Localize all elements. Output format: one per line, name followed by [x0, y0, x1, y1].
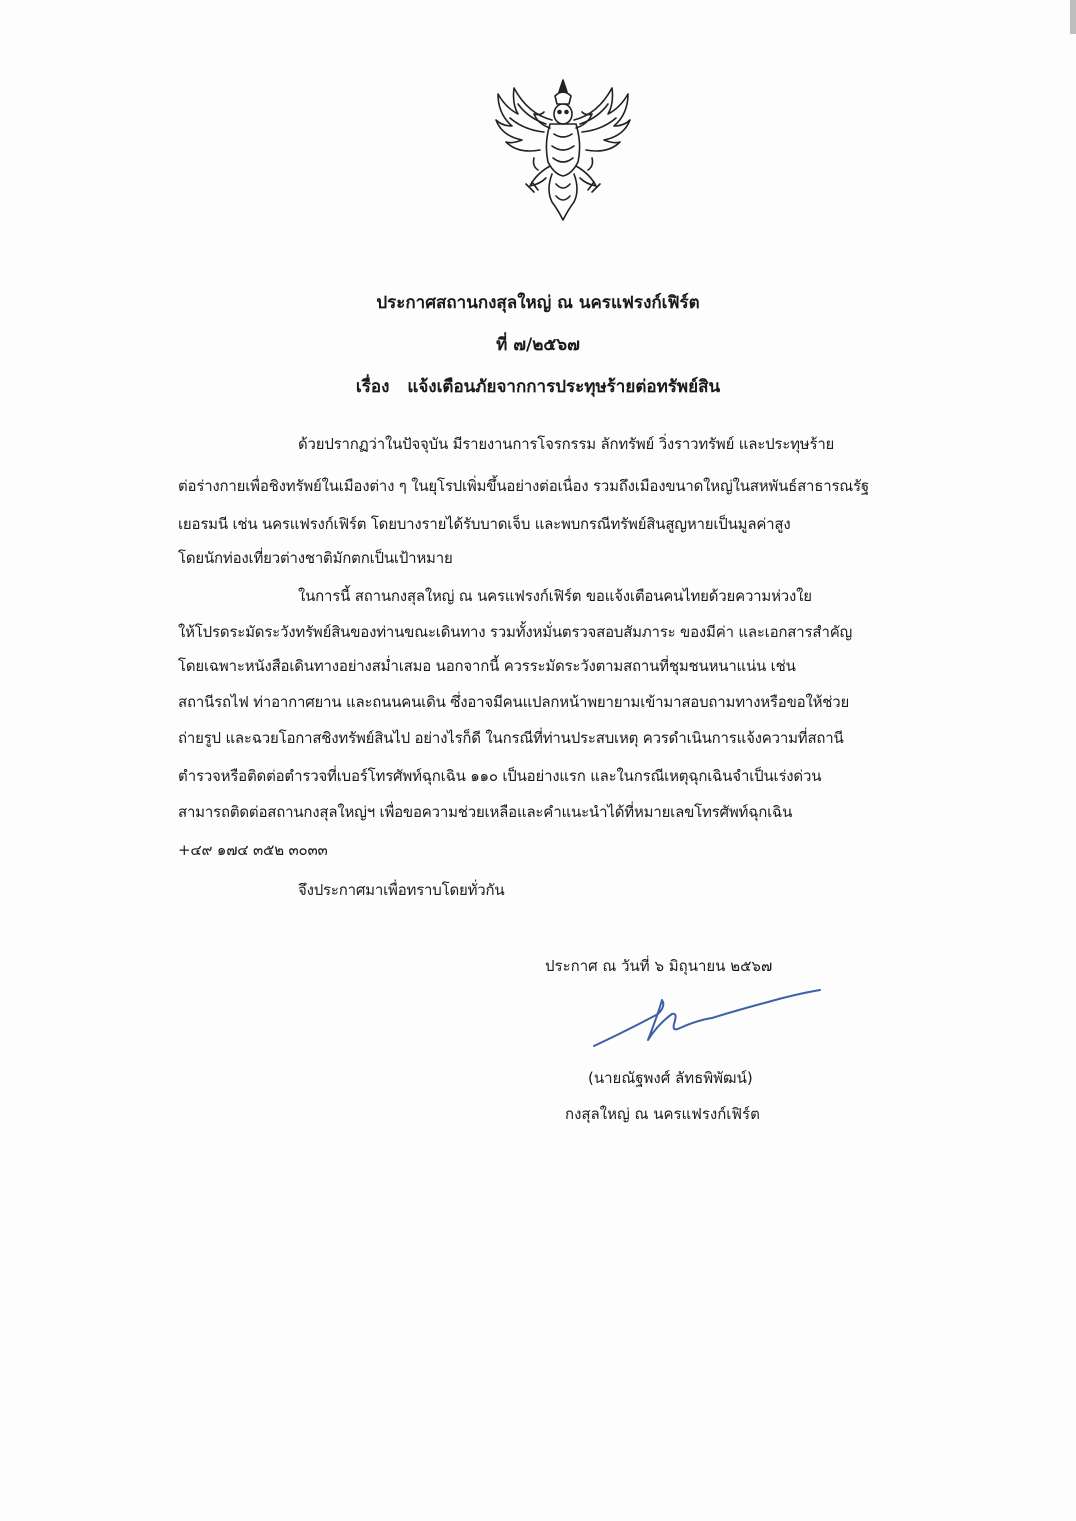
paragraph-1-line: ด้วยปรากฏว่าในปัจจุบัน มีรายงานการโจรกรรม ลักทรัพย์ วิ่งราวทรัพย์ และประทุษร้าย	[298, 435, 835, 453]
subject-label: เรื่อง	[355, 377, 390, 397]
garuda-emblem-icon	[488, 74, 638, 224]
announcement-subject	[0, 376, 1076, 398]
paragraph-1-line: เยอรมนี เช่น นครแฟรงก์เฟิร์ต โดยบางรายได้รับบาดเจ็บ และพบกรณีทรัพย์สินสูญหายเป็นมูลค่าสูง	[178, 515, 791, 533]
paragraph-2-line: สามารถติดต่อสถานกงสุลใหญ่ฯ เพื่อขอความช่วยเหลือและคำแนะนำได้ที่หมายเลขโทรศัพท์ฉุกเฉิน	[178, 803, 793, 821]
paragraph-1-line: โดยนักท่องเที่ยวต่างชาติมักตกเป็นเป้าหมาย	[178, 549, 453, 567]
paragraph-2-line: โดยเฉพาะหนังสือเดินทางอย่างสม่ำเสมอ นอกจากนี้ ควรระมัดระวังตามสถานที่ชุมชนหนาแน่น เช่น	[178, 657, 796, 675]
paragraph-2-line: สถานีรถไฟ ท่าอากาศยาน และถนนคนเดิน ซึ่งอาจมีคนแปลกหน้าพยายามเข้ามาสอบถามทางหรือขอให้ช่วย	[178, 693, 850, 711]
date-line: ประกาศ ณ วันที่ ๖ มิถุนายน ๒๕๖๗	[545, 957, 773, 975]
subject-text: แจ้งเตือนภัยจากการประทุษร้ายต่อทรัพย์สิน	[407, 377, 721, 397]
signatory-position: กงสุลใหญ่ ณ นครแฟรงก์เฟิร์ต	[565, 1105, 760, 1123]
paragraph-2-line: ถ่ายรูป และฉวยโอกาสชิงทรัพย์สินไป อย่างไรก็ดี ในกรณีที่ท่านประสบเหตุ ควรดำเนินการแจ้งความที่สถานี	[178, 729, 844, 747]
paragraph-2-line: ให้โปรดระมัดระวังทรัพย์สินของท่านขณะเดินทาง รวมทั้งหมั่นตรวจสอบสัมภาระ ของมีค่า และเอกสารสำคัญ	[178, 623, 853, 641]
announcement-number: ที่ ๗/๒๕๖๗	[496, 335, 580, 355]
paragraph-2-line: ในการนี้ สถานกงสุลใหญ่ ณ นครแฟรงก์เฟิร์ต ขอแจ้งเตือนคนไทยด้วยความห่วงใย	[298, 587, 812, 605]
signatory-name: (นายณัฐพงศ์ ลัทธพิพัฒน์)	[588, 1069, 753, 1087]
paragraph-1-line: ต่อร่างกายเพื่อชิงทรัพย์ในเมืองต่าง ๆ ในยุโรปเพิ่มขึ้นอย่างต่อเนื่อง รวมถึงเมืองขนาดใหญ่ในสหพันธ์สาธารณรัฐ	[178, 477, 869, 495]
paragraph-2-line: ตำรวจหรือติดต่อตำรวจที่เบอร์โทรศัพท์ฉุกเฉิน ๑๑๐ เป็นอย่างแรก และในกรณีเหตุฉุกเฉินจำเป็นเร่งด่วน	[178, 767, 822, 785]
handwritten-signature	[588, 984, 828, 1056]
scan-edge-mark	[1070, 0, 1076, 34]
emergency-phone-number: +๔๙ ๑๗๔ ๓๕๒ ๓๐๓๓	[178, 841, 328, 859]
closing-line: จึงประกาศมาเพื่อทราบโดยทั่วกัน	[298, 881, 505, 899]
announcement-title: ประกาศสถานกงสุลใหญ่ ณ นครแฟรงก์เฟิร์ต	[376, 293, 700, 313]
